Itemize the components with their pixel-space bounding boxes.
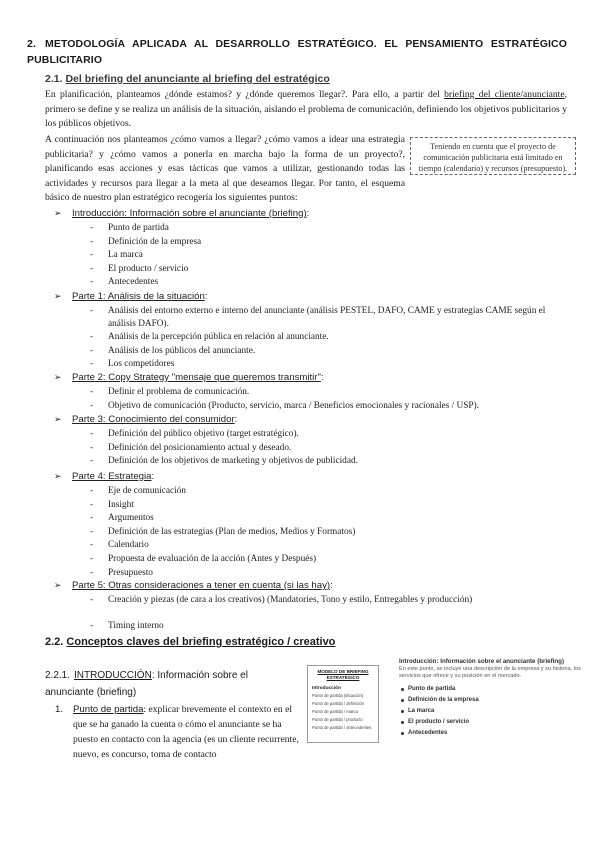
thumbnail-row: Punto de partida / marca (312, 709, 358, 714)
section-number: 2. (27, 38, 36, 50)
part-title: Parte 4: Estrategia (72, 471, 152, 482)
subsection-label: INTRODUCCIÓN (74, 670, 152, 681)
panel-list-item: Antecedentes (399, 728, 589, 739)
panel-title: Introducción: Información sobre el anunciante (briefing) (399, 658, 565, 665)
list-item (90, 428, 563, 441)
list-item-text: Timing interno (108, 621, 164, 631)
dash-bullet: - (90, 263, 94, 274)
subsection-title (45, 72, 330, 86)
subsection-title-text: Conceptos claves del briefing estratégico / creativo (66, 636, 336, 648)
intro-panel (399, 657, 589, 747)
thumbnail-row: Punto de partida / antecedentes (312, 725, 372, 730)
dash-bullet: - (90, 567, 94, 578)
dash-bullet: - (90, 456, 94, 467)
subsection-number: 2.2. (45, 636, 64, 648)
part-heading (54, 579, 333, 592)
panel-list-item: Punto de partida (399, 684, 589, 695)
dash-bullet: - (90, 621, 94, 631)
list-item-text: Antecedentes (108, 277, 159, 288)
paragraph-planning (45, 88, 567, 132)
section-title-text: METODOLOGÍA APLICADA AL DESARROLLO ESTRATÉGICO. EL PENSAMIENTO ESTRATÉGICO PUBLICITARIO (27, 38, 567, 66)
part-title: Parte 3: Conocimiento del consumidor (72, 414, 235, 425)
dash-bullet: - (90, 223, 94, 233)
part-heading (54, 413, 237, 426)
dash-bullet: - (90, 236, 94, 247)
dash-bullet: - (90, 250, 94, 261)
panel-list-item: La marca (399, 706, 589, 717)
list-item (90, 526, 563, 539)
thumbnail-heading: MODELO DE BRIEFING ESTRATÉGICO (317, 669, 369, 680)
list-item-text: Insight (108, 499, 134, 510)
briefing-model-thumbnail (307, 665, 379, 743)
list-item (90, 400, 563, 413)
list-item (90, 331, 563, 344)
list-item (90, 539, 563, 552)
arrow-bullet-icon: ➢ (54, 580, 62, 590)
dash-bullet: - (90, 429, 94, 439)
list-item-text: Análisis del entorno externo e interno del anunciante (análisis PESTEL, DAFO, CAME y estrategias CAME según el análisis DAFO). (108, 306, 546, 329)
dash-bullet: - (90, 359, 94, 370)
point-text: : explicar brevemente el contexto en el que se ha ganado la cuenta o cómo el anunciante se ha puesto en contacto con la agencia (es un cliente recurrente, nuevo, es concurso, toma de contacto (73, 704, 299, 760)
part-title: Parte 2: Copy Strategy "mensaje que queremos transmitir" (72, 372, 321, 383)
part-title-suffix: : (330, 580, 333, 591)
list-item-text: Objetivo de comunicación (Producto, servicio, marca / Beneficios emocionales y racionales / USP). (108, 400, 479, 411)
list-item (90, 386, 563, 399)
list-item-text: Calendario (108, 540, 149, 551)
list-item-text: Definición del posicionamiento actual y deseado. (108, 442, 292, 453)
subsection-title-text: Del briefing del anunciante al briefing del estratégico (65, 73, 330, 85)
list-item-text: Presupuesto (108, 567, 153, 578)
list-item-text: Análisis de la percepción pública en relación al anunciante. (108, 332, 329, 342)
side-note: Teniendo en cuenta que el proyecto de comunicación publicitaria está limitado en tiempo (calendario) y recursos (presupuesto). (410, 137, 576, 175)
dash-bullet: - (90, 400, 94, 411)
dash-bullet: - (90, 387, 94, 397)
arrow-bullet-icon: ➢ (54, 372, 62, 382)
part-title: Introducción: Información sobre el anunciante (briefing) (72, 208, 307, 219)
thumbnail-row: Punto de partida (situación) (312, 693, 364, 698)
dash-bullet: - (90, 486, 94, 496)
list-item (90, 499, 563, 512)
thumbnail-subheading: Introducción (312, 686, 342, 691)
subsection-title-text: : Información sobre el anunciante (briefing) (45, 670, 248, 698)
panel-description: En este punto, se incluye una descripción de la empresa y su historia, los servicios que ofrece y su posición en el mercado. (399, 666, 581, 680)
briefing-link[interactable]: briefing del cliente/anunciante (444, 89, 565, 100)
panel-list-item: Definición de la empresa (399, 695, 589, 706)
list-item-text: Definición de la empresa (108, 236, 202, 247)
list-item-text: Propuesta de evaluación de la acción (Antes y Después) (108, 554, 317, 564)
list-item (90, 305, 563, 331)
arrow-bullet-icon: ➢ (54, 414, 62, 424)
list-item (90, 263, 563, 276)
list-item-text: El producto / servicio (108, 263, 189, 274)
part-heading (54, 371, 324, 384)
dash-bullet: - (90, 540, 94, 551)
list-item-text: Argumentos (108, 513, 154, 524)
list-item (90, 442, 563, 455)
panel-list-item: El producto / servicio (399, 717, 589, 728)
dash-bullet: - (90, 306, 94, 316)
dash-bullet: - (90, 442, 94, 453)
list-item (90, 249, 563, 262)
dash-bullet: - (90, 526, 94, 537)
list-item (90, 358, 563, 371)
dash-bullet: - (90, 277, 94, 288)
part-title: Parte 5: Otras consideraciones a tener en cuenta (si las hay) (72, 580, 331, 591)
dash-bullet: - (90, 499, 94, 510)
part-title-suffix: : (306, 208, 310, 219)
subsection-number: 2.1. (45, 73, 63, 85)
list-item (90, 455, 563, 468)
paragraph-strategy: A continuación nos planteamos ¿cómo vamos a llegar? ¿cómo vamos a idear una estrategia publicitaria? y ¿cómo vamos a ponerla en marcha bajo la forma de un proyecto?, planificando esas acciones y esas tácticas que vamos a utilizar, gestionando todas las actividades y recursos para llegar a la meta al que deseamos llegar. Por tanto, el esquema básico de nuestro plan estratégico recogería los siguientes puntos: (45, 134, 405, 203)
list-item (90, 485, 563, 498)
part-title: Parte 1: Análisis de la situación (72, 291, 205, 302)
list-item (90, 620, 563, 633)
list-item (90, 594, 563, 607)
part-heading (54, 290, 207, 303)
dash-bullet: - (90, 513, 94, 524)
list-item (90, 222, 563, 235)
point-number: 1. (55, 704, 64, 715)
subsection-2-2-1-title (45, 667, 295, 701)
list-item-text: La marca (108, 250, 143, 261)
list-item (90, 567, 563, 580)
arrow-bullet-icon: ➢ (54, 208, 62, 218)
list-item (90, 345, 563, 358)
list-item-text: Los competidores (108, 359, 175, 370)
part-title-suffix: : (151, 471, 155, 482)
arrow-bullet-icon: ➢ (54, 291, 62, 301)
paragraph-text: , primero se define y se realiza un análisis de la situación, aislando el problema de comunicación, definiendo los objetivos publicitarios y los públicos objetivos. (45, 89, 568, 129)
list-item-text: Definición de los objetivos de marketing y objetivos de publicidad. (108, 456, 358, 467)
dash-bullet: - (90, 332, 94, 342)
dash-bullet: - (90, 345, 94, 356)
list-item (90, 276, 563, 289)
thumbnail-row: Punto de partida / producto (312, 717, 363, 722)
subsection-number: 2.2.1. (45, 670, 71, 681)
subsection-2-2-title (45, 635, 335, 649)
part-title-suffix: : (320, 372, 324, 383)
point-lead: Punto de partida (73, 704, 144, 715)
list-item-text: Definición de las estrategias (Plan de medios, Medios y Formatos) (108, 526, 356, 537)
list-item-text: Punto de partida (108, 223, 169, 233)
list-item-text: Eje de comunicación (108, 486, 186, 496)
part-heading (54, 470, 154, 483)
dash-bullet: - (90, 595, 94, 605)
list-item (90, 553, 563, 566)
thumbnail-row: Punto de partida / definición (312, 701, 364, 706)
part-title-suffix: : (204, 291, 208, 302)
arrow-bullet-icon: ➢ (54, 471, 62, 481)
part-title-suffix: : (234, 414, 238, 425)
list-item-text: Análisis de los públicos del anunciante. (108, 345, 256, 356)
list-item (90, 512, 563, 525)
list-item-text: Definir el problema de comunicación. (108, 387, 250, 397)
list-item (90, 236, 563, 249)
list-item-text: Creación y piezas (de cara a los creativos) (Mandatories, Tono y estilo, Entregables y producción) (108, 595, 473, 605)
part-heading (54, 207, 309, 220)
list-item-text: Definición del público objetivo (target estratégico). (108, 429, 299, 439)
section-title (27, 36, 567, 68)
point-starting-point (55, 702, 299, 762)
paragraph-text: En planificación, planteamos ¿dónde estamos? y ¿dónde queremos llegar?. Para ello, a partir del (45, 89, 445, 100)
dash-bullet: - (90, 554, 94, 564)
